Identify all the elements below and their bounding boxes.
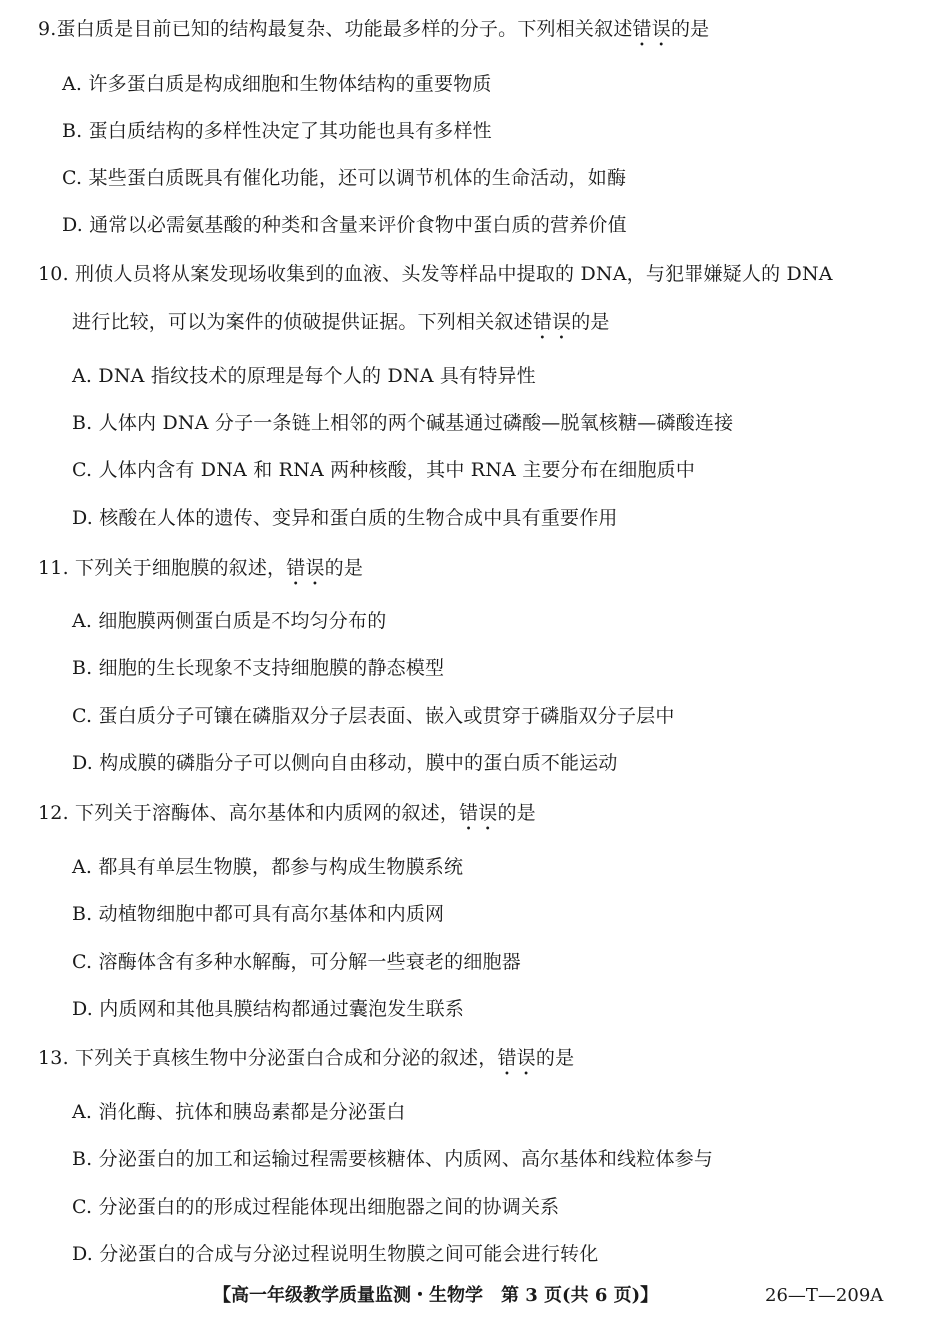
question-9-option-b: B. 蛋白质结构的多样性决定了其功能也具有多样性	[62, 120, 492, 142]
question-9-option-a: A. 许多蛋白质是构成细胞和生物体结构的重要物质	[62, 73, 492, 95]
question-9-option-d: D. 通常以必需氨基酸的种类和含量来评价食物中蛋白质的营养价值	[62, 214, 627, 236]
stem-text-end: 的是	[497, 802, 536, 824]
question-12-option-c: C. 溶酶体含有多种水解酶，可分解一些衰老的细胞器	[72, 951, 521, 973]
page-footer-code: 26—T—209A	[765, 1285, 884, 1306]
stem-text-end: 的是	[324, 557, 364, 579]
question-12-option-d: D. 内质网和其他具膜结构都通过囊泡发生联系	[72, 998, 465, 1020]
question-11-stem	[38, 556, 363, 590]
question-10-stem-line2	[72, 310, 610, 344]
question-12-option-a: A. 都具有单层生物膜，都参与构成生物膜系统	[72, 856, 464, 878]
question-10-stem-line1: 10. 刑侦人员将从案发现场收集到的血液、头发等样品中提取的 DNA，与犯罪嫌疑人的 DNA	[38, 263, 833, 285]
question-13-option-b: B. 分泌蛋白的加工和运输过程需要核糖体、内质网、高尔基体和线粒体参与	[72, 1148, 714, 1170]
question-10-option-a: A. DNA 指纹技术的原理是每个人的 DNA 具有特异性	[72, 365, 536, 387]
question-11-option-c: C. 蛋白质分子可镶在磷脂双分子层表面、嵌入或贯穿于磷脂双分子层中	[72, 705, 675, 727]
emphasized-word: 错误	[497, 1047, 536, 1069]
stem-text: 11. 下列关于细胞膜的叙述，	[38, 557, 287, 579]
question-13-option-c: C. 分泌蛋白的的形成过程能体现出细胞器之间的协调关系	[72, 1196, 560, 1218]
emphasized-word: 错误	[632, 18, 671, 40]
question-9-stem	[38, 17, 709, 51]
emphasized-word: 错误	[459, 802, 498, 824]
stem-text: 进行比较，可以为案件的侦破提供证据。下列相关叙述	[72, 311, 533, 333]
question-9-option-c: C. 某些蛋白质既具有催化功能，还可以调节机体的生命活动，如酶	[62, 167, 627, 189]
stem-text: 12. 下列关于溶酶体、高尔基体和内质网的叙述，	[38, 802, 460, 824]
emphasized-word: 错误	[286, 557, 325, 579]
stem-text-end: 的是	[571, 311, 610, 333]
stem-text: 9.蛋白质是目前已知的结构最复杂、功能最多样的分子。下列相关叙述	[38, 18, 633, 40]
question-10-option-d: D. 核酸在人体的遗传、变异和蛋白质的生物合成中具有重要作用	[72, 507, 618, 529]
page-footer-title: 【高一年级教学质量监测・生物学 第 3 页(共 6 页)】	[213, 1285, 659, 1306]
question-12-option-b: B. 动植物细胞中都可具有高尔基体和内质网	[72, 903, 445, 925]
stem-text-end: 的是	[535, 1047, 575, 1069]
stem-text: 13. 下列关于真核生物中分泌蛋白合成和分泌的叙述，	[38, 1047, 498, 1069]
question-12-stem	[38, 801, 536, 835]
question-10-option-b: B. 人体内 DNA 分子一条链上相邻的两个碱基通过磷酸—脱氧核糖—磷酸连接	[72, 412, 734, 434]
stem-text-end: 的是	[670, 18, 710, 40]
emphasized-word: 错误	[532, 311, 572, 333]
question-11-option-d: D. 构成膜的磷脂分子可以侧向自由移动，膜中的蛋白质不能运动	[72, 752, 618, 774]
question-13-option-d: D. 分泌蛋白的合成与分泌过程说明生物膜之间可能会进行转化	[72, 1243, 599, 1265]
question-11-option-a: A. 细胞膜两侧蛋白质是不均匀分布的	[72, 610, 387, 632]
question-11-option-b: B. 细胞的生长现象不支持细胞膜的静态模型	[72, 657, 445, 679]
question-13-option-a: A. 消化酶、抗体和胰岛素都是分泌蛋白	[72, 1101, 406, 1123]
question-10-option-c: C. 人体内含有 DNA 和 RNA 两种核酸，其中 RNA 主要分布在细胞质中	[72, 459, 696, 481]
question-13-stem	[38, 1046, 574, 1080]
